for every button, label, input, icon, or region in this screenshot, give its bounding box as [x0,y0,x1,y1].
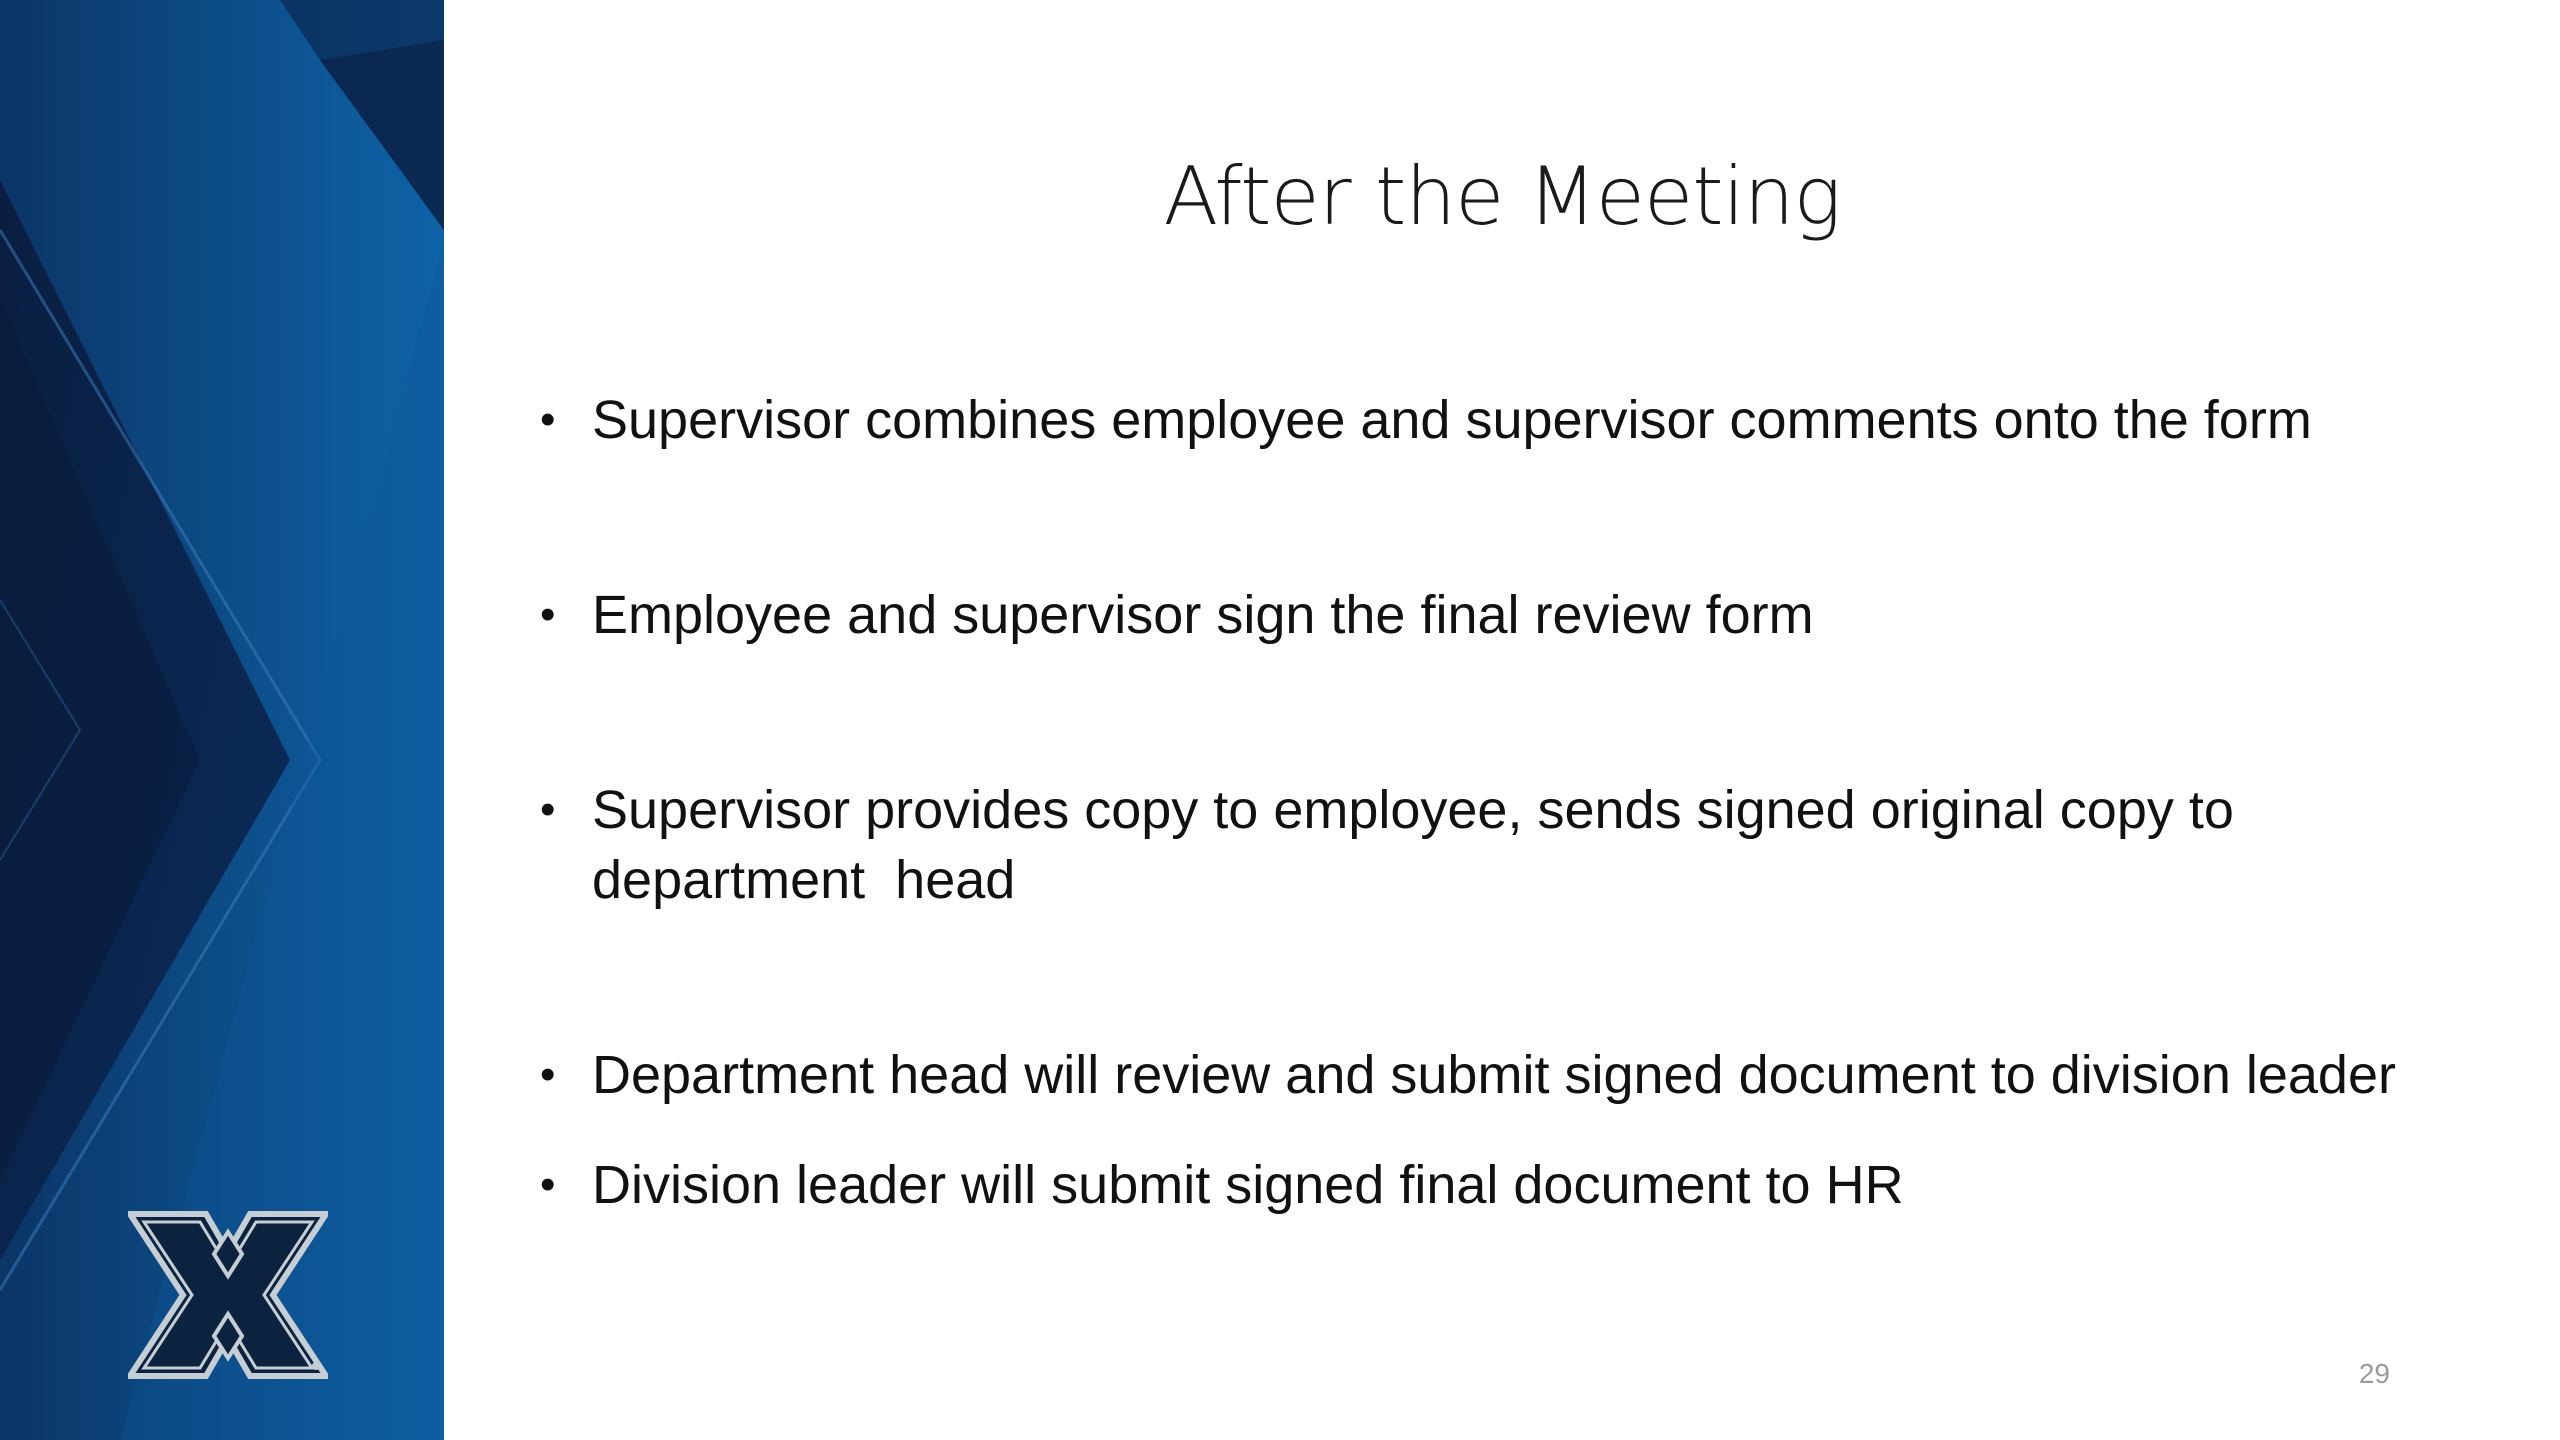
bullet-item [540,1040,2440,1110]
bullet-item [540,1150,2440,1220]
bullet-icon: • [540,590,556,639]
bullet-text: Employee and supervisor sign the final review form [592,585,1814,645]
slide-title: After the Meeting [1163,150,1841,243]
bullet-text: Division leader will submit signed final document to HR [592,1155,1904,1215]
side-panel [0,0,444,1440]
bullet-text: Supervisor combines employee and supervisor comments onto the form [592,390,2312,450]
bullet-item [540,775,2440,915]
bullet-text: Department head will review and submit signed document to division leader [592,1045,2396,1105]
bullet-icon: • [540,1050,556,1099]
bullet-item [540,580,2440,650]
bullet-list [540,385,2440,1220]
bullet-icon: • [540,785,556,834]
bullet-icon: • [540,395,556,444]
bullet-item [540,385,2440,455]
bullet-text: Supervisor provides copy to employee, sends signed original copy to department head [592,780,2249,910]
page-number: 29 [2358,1358,2390,1389]
bullet-icon: • [540,1160,556,1209]
x-logo-icon [128,1210,328,1380]
